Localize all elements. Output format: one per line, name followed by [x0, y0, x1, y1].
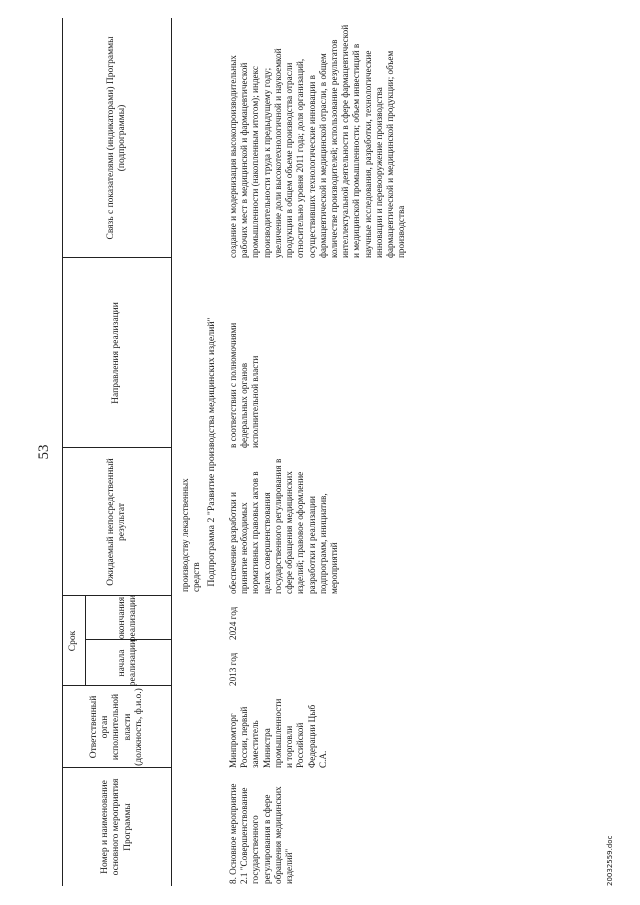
- row-directions: в соответствии с полномочиями федеральных органов исполнительной власти: [228, 322, 261, 448]
- header-number-name: Номер и наименование основного мероприятия Программы: [99, 778, 133, 876]
- header-table: [62, 18, 172, 886]
- header-term: Срок: [68, 630, 79, 652]
- header-indicators: Связь с показателями (индикаторами) Программы (подпрограммы): [105, 36, 127, 240]
- header-responsible: Ответственный орган исполнительной власти (должность, ф.и.о.): [88, 688, 145, 766]
- header-term-end: окончания реализации: [116, 594, 138, 642]
- carry-over-text: производству лекарственных средств: [180, 478, 202, 592]
- row-expected-result: обеспечение разработки и принятие необходимых нормативных правовых актов в целях совершенствования государственного регулирования в сфере обращения медицинских изделий; правовое оформление разработки и реализации подпрограмм, инициатив, мероприятий: [228, 458, 339, 594]
- header-expected-result: Ожидаемый непосредственный результат: [105, 458, 127, 586]
- header-term-start: начала реализации: [116, 639, 138, 687]
- row-end: 2024 год: [228, 606, 238, 640]
- row-number-name: 8. Основное мероприятие 2.1 "Совершенствование государственного регулирования в сфере обращения медицинских изделий": [228, 783, 295, 884]
- page-number: 53: [36, 444, 52, 460]
- row-responsible: Минпромторг России, первый заместитель Министра промышленности и торговли Российской Федерации Цыб С.А.: [228, 698, 328, 768]
- doc-code: 20032559.doc: [606, 835, 614, 886]
- subprogram-title: Подпрограмма 2 "Развитие производства медицинских изделий": [206, 317, 217, 587]
- rotated-page: [20, 12, 620, 892]
- header-directions: Направления реализации: [111, 302, 122, 404]
- row-indicators: создание и модернизация высокопроизводительных рабочих мест в медицинской и фармацевтической промышленности (накопленным итогом); индекс производительности труда к предыдущему году; увеличение доли высокотехнологичной и наукоемкой продукции в общем объеме производства отрасли относительно уровня 2011 года; доля организаций, осуществивших технологические инновации в фармацевтической и медицинской отрасли, в общем количестве производителей; использование результатов интеллектуальной деятельности в сфере фармацевтической и медицинской промышленности; объем инвестиций в научные исследования, разработки, технологические инновации и перевооружение производства фармацевтической и медицинской продукции; объем производства: [228, 24, 407, 258]
- row-start: 2013 год: [228, 652, 238, 686]
